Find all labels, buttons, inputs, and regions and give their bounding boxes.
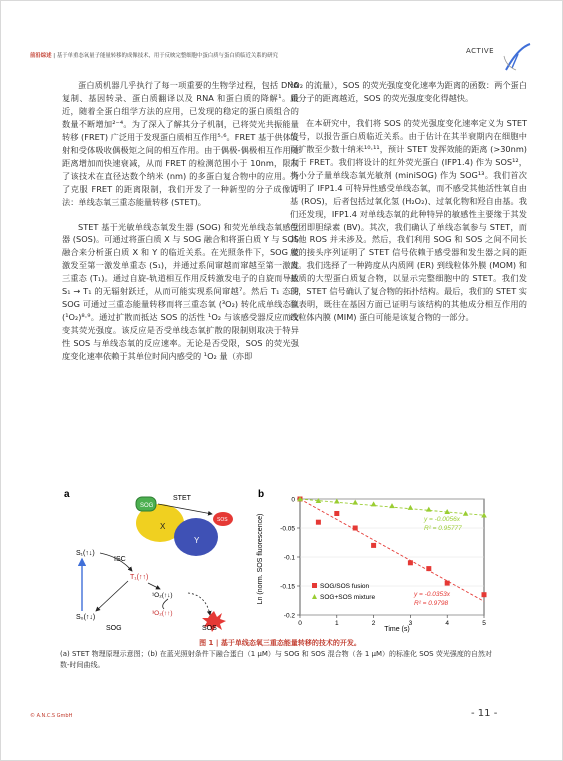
protein-y-label: Y: [194, 536, 200, 545]
body-left-column: [62, 79, 299, 375]
y-tick-label: -0.05: [280, 525, 295, 533]
y-tick-label: -0.1: [283, 554, 295, 562]
header-separator: |: [53, 53, 57, 59]
x-tick-label: 2: [371, 620, 376, 627]
data-point-fusion: [482, 592, 487, 597]
figure-1: [60, 487, 500, 633]
protein-x-label: X: [160, 522, 166, 531]
body-right-column: [290, 79, 527, 336]
green-fit-equation: y = -0.0056x: [424, 516, 460, 523]
header-title: 基于单重态氧量子能量转移的成像技术，用于反映完整细胞中蛋白质与蛋白质临近关系的研究: [56, 53, 278, 59]
active-logo: [466, 40, 536, 74]
x-tick-label: 4: [445, 620, 450, 627]
data-point-fusion: [445, 581, 450, 586]
header-brand: 前沿综述: [30, 53, 52, 59]
caption-body: (a) STET 物理原理示意图；(b) 在蓝光照射条件下融合蛋白（1 μM）与 SOG 和 SOS 混合物（各 1 μM）的标准化 SOS 荧光强度的自然对数-时间曲线。: [60, 650, 492, 669]
logo-swoosh-icon: [466, 40, 536, 74]
legend-marker-fusion: [312, 583, 317, 588]
caption-title: 图 1 | 基于单线态氧三重态能量转移的技术的开发。: [199, 639, 361, 647]
data-point-fusion: [426, 566, 431, 571]
x-tick-label: 3: [408, 620, 413, 627]
running-header: [30, 51, 460, 59]
isc-label: ISC: [114, 556, 126, 563]
bottom-sos-label: SOS: [202, 625, 217, 632]
sos-label: SOS: [217, 517, 228, 523]
panel-a-label: a: [64, 489, 70, 500]
x-tick-label: 1: [334, 620, 339, 627]
data-point-mixture: [426, 507, 432, 512]
chart-legend: [312, 583, 375, 601]
diffusion-dashed-arrow: [188, 593, 210, 615]
legend-label-mixture: SOG+SOS mixture: [320, 594, 376, 601]
y-axis-title: Ln (norm. SOS fluorescence): [257, 513, 264, 605]
footer-copyright: © A.N.C.S GmbH: [30, 713, 73, 719]
bottom-sog-label: SOG: [106, 625, 122, 632]
legend-label-fusion: SOG/SOS fusion: [320, 583, 370, 590]
energy-transfer-arrow: [148, 583, 160, 589]
s0-label: S₀(↑↓): [76, 614, 96, 621]
data-point-mixture: [463, 511, 469, 516]
x-tick-label: 5: [482, 620, 486, 627]
sog-label: SOG: [140, 503, 154, 509]
oxygen-conversion-line: [163, 599, 168, 609]
triplet-oxygen-label: ³O₂(↑↑): [152, 610, 173, 617]
paragraph: 在本研究中，我们将 SOS 的荧光强度变化速率定义为 STET 信号，以报告蛋白质临近关系。由于估计在其半衰期内在细胞中可扩散至少数十纳米¹⁰·¹¹，预计 STET 发挥效能的距离 (>30nm) 大于 FRET。我们将设计的红外荧光蛋白 (IFP1.4) 作为 SOS¹²，将小分子量单线态氧光敏剂 (miniSOG) 作为 SOG¹³。我们首次证明了 IFP1.4 可特异性感受单线态氧，而不感受其他活性氧自由基 (ROS)，后者包括过氧化氢 (H₂O₂)、过氧化物和羟自由基。我们还发现，IFP1.4 对单线态氧的此种特异的敏感性主要缘于其发色团即胆绿素 (BV)。其次，我们确认了单线态氧参与 STET，而其他 ROS 并未涉及。然后，我们利用 SOG 和 SOS 之间不同长度的接头序列证明了 STET 信号依赖于感受器和发生器之间的距离。我们选择了一种跨度从内质网 (ER) 到线粒体外膜 (MOM) 和基质的大型蛋白质复合物，以显示完整细胞中的 STET。我们发现，STET 信号确认了复合物的拓扑结构。最后，我们的 STET 实验表明，既往在基因方面已证明与该结构的其他成分相互作用的线粒体内膜 (MIM) 蛋白可能是该复合物的一部分。: [290, 117, 527, 323]
legend-marker-mixture: [312, 594, 317, 599]
green-fit-r2: R² = 0.95777: [424, 525, 462, 532]
data-point-mixture: [408, 505, 414, 510]
data-point-mixture: [389, 503, 395, 508]
data-point-fusion: [334, 511, 339, 516]
t1-label: T₁(↑↑): [130, 574, 149, 581]
data-point-mixture: [371, 501, 377, 506]
singlet-oxygen-label: ¹O₂(↑↓): [152, 592, 173, 599]
panel-b-chart: [252, 487, 502, 633]
s1-label: S₁(↑↓): [76, 550, 95, 557]
t1-decay-arrow: [96, 581, 128, 611]
logo-text: ACTIVE: [466, 47, 495, 55]
y-tick-label: 0: [291, 496, 295, 504]
y-tick-label: -0.15: [280, 583, 295, 591]
data-point-fusion: [371, 543, 376, 548]
data-point-fusion: [353, 526, 358, 531]
x-tick-label: 0: [298, 620, 302, 627]
paragraph: ¹O₂ 的流量），SOS 的荧光强度变化速率为距离的函数：两个蛋白质分子的距离越近，SOS 的荧光强度变化得越快。: [290, 80, 527, 103]
data-point-mixture: [352, 500, 358, 505]
page-number: - 11 -: [471, 708, 498, 719]
stet-label: STET: [173, 495, 191, 502]
panel-a-diagram: [60, 487, 260, 633]
data-point-fusion: [408, 560, 413, 565]
red-fit-equation: y = -0.0353x: [414, 591, 450, 598]
red-fit-r2: R² = 0.9798: [414, 600, 449, 607]
y-tick-label: -0.2: [283, 612, 295, 620]
data-point-fusion: [316, 520, 321, 525]
figure-caption: [60, 638, 500, 671]
paragraph: STET 基于光敏单线态氧发生器 (SOG) 和荧光单线态氧感受器 (SOS)。可通过将蛋白质 X 与 SOG 融合和将蛋白质 Y 与 SOS 融合来分析蛋白质 X 和 Y 的临近关系。在光照条件下，SOG 被激发至第一激发单重态 (S₁)，并通过系间窜越而窜越至第一激发三重态 (T₁)。通过自旋-轨道相互作用反转激发电子的自旋而导致 S₁ → T₁ 的无辐射跃迁，从而可能实现系间窜越⁷。然后 T₁ 态的 SOG 可通过三重态能量转移而将三重态氧 (³O₂) 转化成单线态氧 (¹O₂)⁸·⁹。通过扩散而抵达 SOS 的活性 ¹O₂ 与该感受器反应而改变其荧光强度。该反应是否受单线态氧扩散的限制则取决于特异性 SOS 与单线态氧的反应速率。无论是否受限，SOS 的荧光强度变化速率依赖于其单位时间内感受的 ¹O₂ 量（亦即: [62, 221, 299, 362]
panel-b-label: b: [258, 489, 265, 500]
paragraph: 蛋白质机器几乎执行了每一项重要的生物学过程，包括 DNA 复制、基因转录、蛋白质翻译以及 RNA 和蛋白质的降解¹。最近，随着全蛋白组学方法的应用，已发现的稳定的蛋白质组合的数量不断增加²⁻⁴。为了深入了解其分子机制，已将荧光共振能量转移 (FRET) 广泛用于发现蛋白质相互作用⁵·⁶。FRET 基于供体发射和受体吸收偶极矩之间的相互作用。由于偶极-偶极相互作用随距离增加而快速衰减，从而 FRET 的检测范围小于 10nm，限制了该技术在直径达数个纳米 (nm) 的多蛋白复合物中的应用。为了克服 FRET 的距离限制，我们开发了一种新型的分子成像方法：单线态氧三重态能量转移 (STET)。: [62, 80, 299, 207]
x-axis-title: Time (s): [384, 626, 410, 633]
